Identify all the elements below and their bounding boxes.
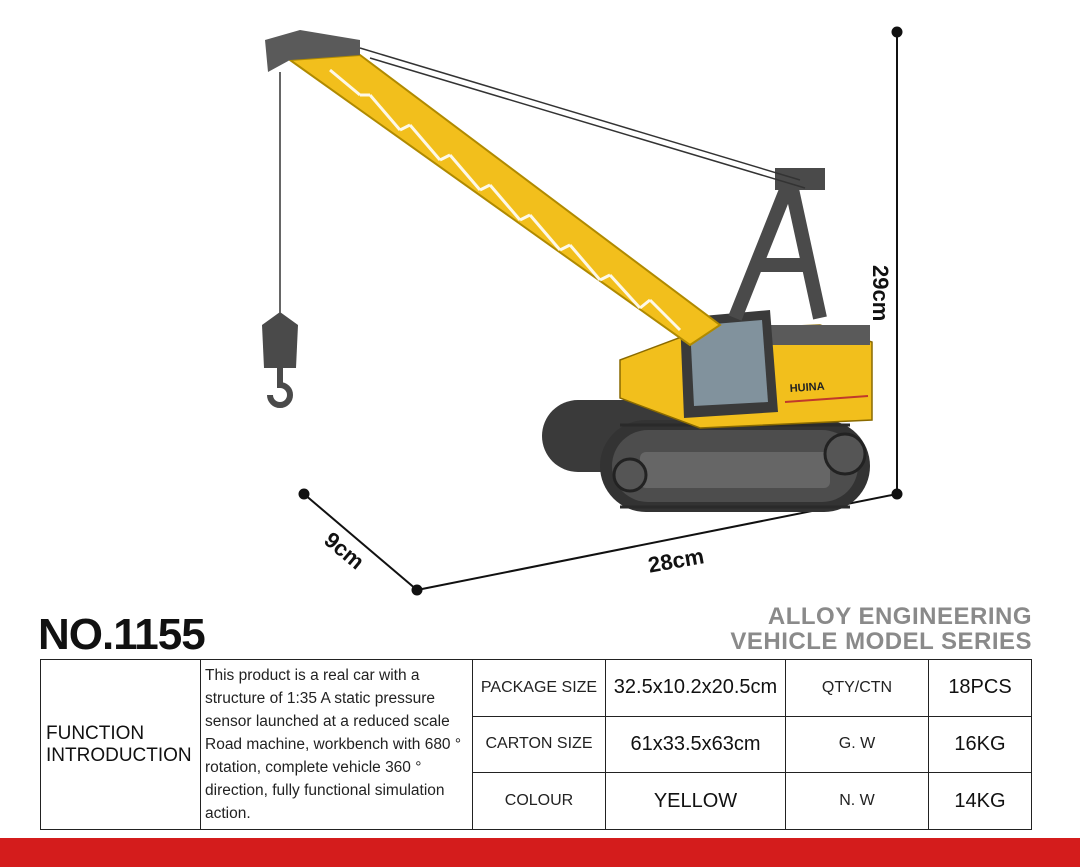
footer-bar	[0, 838, 1080, 867]
series-title-line-2: VEHICLE MODEL SERIES	[730, 628, 1032, 655]
package-size-label: PACKAGE SIZE	[473, 660, 606, 717]
lattice-boom	[265, 30, 720, 345]
gross-weight-value: 16KG	[929, 716, 1032, 773]
crane-body	[620, 310, 872, 428]
gross-weight-label: G. W	[786, 716, 929, 773]
depth-dimension-label: 9cm	[319, 526, 370, 575]
carton-size-value: 61x33.5x63cm	[606, 716, 786, 773]
function-title: FUNCTION INTRODUCTION	[41, 660, 201, 830]
table-row	[41, 660, 1032, 717]
package-size-value: 32.5x10.2x20.5cm	[606, 660, 786, 717]
length-dimension-label: 28cm	[646, 543, 706, 578]
a-frame-mast	[735, 180, 820, 318]
model-number: NO.1155	[38, 610, 205, 659]
series-title-line-1: ALLOY ENGINEERING	[767, 603, 1032, 630]
height-dimension-label: 29cm	[868, 265, 893, 322]
colour-value: YELLOW	[606, 773, 786, 830]
carton-size-label: CARTON SIZE	[473, 716, 606, 773]
hook-block	[262, 312, 298, 405]
function-description: This product is a real car with a structure of 1:35 A static pressure sensor launched at a reduced scale Road machine, workbench with 680 ° rotation, complete vehicle 360 ° direction, fully functional simulation action.	[201, 660, 473, 830]
net-weight-label: N. W	[786, 773, 929, 830]
spec-table	[40, 659, 1032, 830]
qty-ctn-value: 18PCS	[929, 660, 1032, 717]
net-weight-value: 14KG	[929, 773, 1032, 830]
qty-ctn-label: QTY/CTN	[786, 660, 929, 717]
colour-label: COLOUR	[473, 773, 606, 830]
cab-brand-text: HUINA	[789, 380, 825, 395]
